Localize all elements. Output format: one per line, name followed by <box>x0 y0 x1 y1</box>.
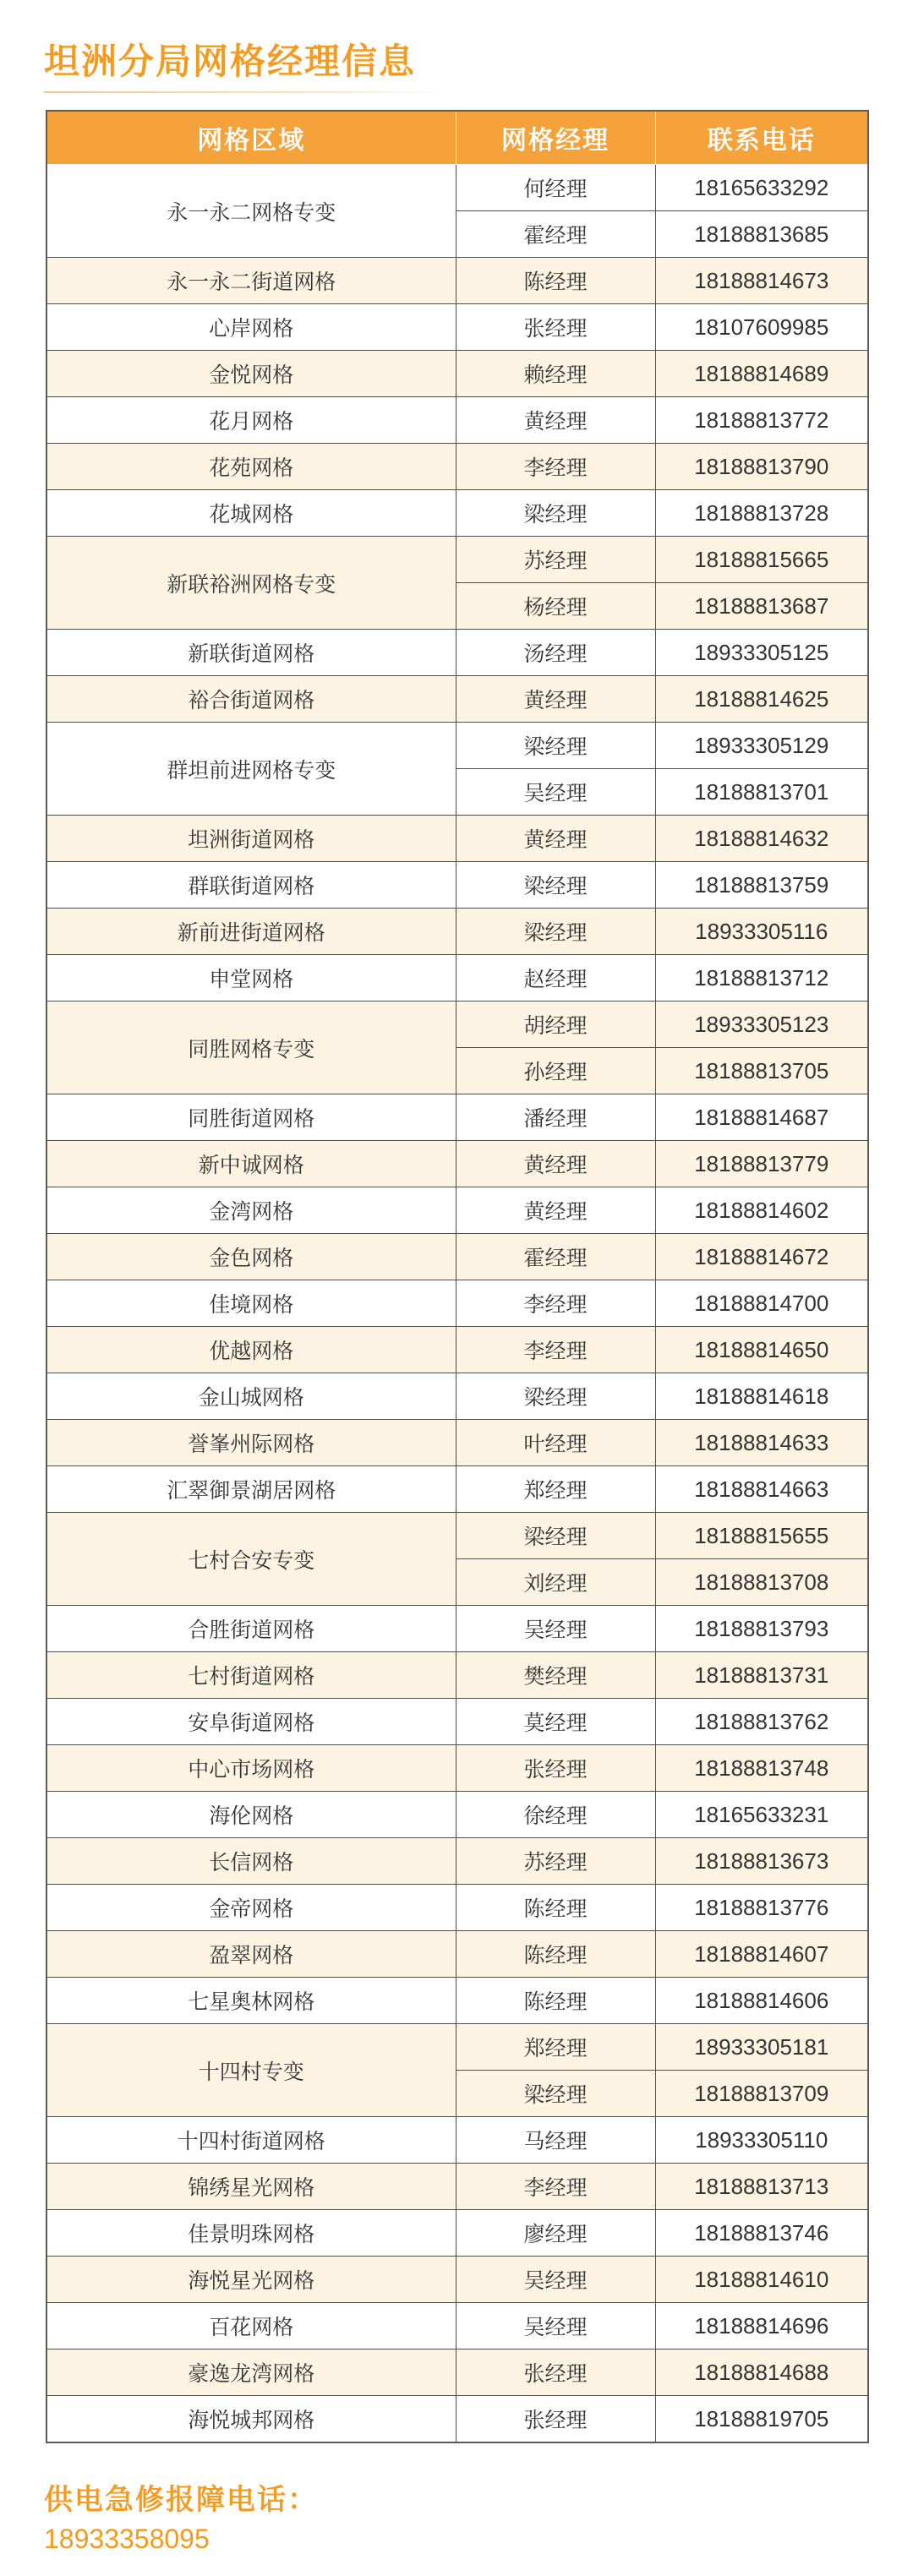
table-row <box>46 1931 868 1978</box>
cell-grid-area: 安阜街道网格 <box>46 1699 456 1745</box>
cell-phone: 18188814650 <box>655 1327 868 1373</box>
cell-manager: 郑经理 <box>456 1466 655 1513</box>
header-area: 网格区域 <box>46 111 456 165</box>
cell-manager: 黄经理 <box>456 676 655 723</box>
cell-phone: 18188819705 <box>655 2396 868 2443</box>
cell-phone: 18188813776 <box>655 1885 868 1931</box>
cell-phone: 18188813759 <box>655 862 868 909</box>
cell-manager: 郑经理 <box>456 2024 655 2071</box>
cell-manager: 吴经理 <box>456 2303 655 2350</box>
table-row <box>46 1885 868 1931</box>
table-row <box>46 676 868 723</box>
cell-phone: 18165633231 <box>655 1792 868 1838</box>
cell-phone: 18188813728 <box>655 490 868 537</box>
cell-phone: 18188813701 <box>655 769 868 816</box>
table-row <box>46 444 868 490</box>
cell-phone: 18188813685 <box>655 211 868 258</box>
table-row <box>46 816 868 862</box>
cell-manager: 黄经理 <box>456 397 655 444</box>
repair-hotline-number: 18933358095 <box>44 2524 210 2554</box>
cell-phone: 18188813790 <box>655 444 868 490</box>
cell-phone: 18188815665 <box>655 537 868 583</box>
cell-manager: 徐经理 <box>456 1792 655 1838</box>
cell-grid-area: 长信网格 <box>46 1838 456 1885</box>
cell-grid-area: 誉峯州际网格 <box>46 1420 456 1466</box>
table-row <box>46 165 868 211</box>
cell-manager: 李经理 <box>456 2164 655 2210</box>
cell-grid-area: 海伦网格 <box>46 1792 456 1838</box>
table-row <box>46 1373 868 1420</box>
cell-manager: 孙经理 <box>456 1048 655 1094</box>
cell-grid-area: 金山城网格 <box>46 1373 456 1420</box>
title-underline <box>44 91 446 93</box>
cell-grid-area: 群坦前进网格专变 <box>46 723 456 816</box>
cell-phone: 18933305110 <box>655 2117 868 2164</box>
cell-grid-area: 十四村专变 <box>46 2024 456 2117</box>
cell-manager: 梁经理 <box>456 490 655 537</box>
table-row <box>46 2024 868 2071</box>
cell-phone: 18933305125 <box>655 630 868 676</box>
cell-phone: 18188814602 <box>655 1187 868 1234</box>
header-manager: 网格经理 <box>456 111 655 165</box>
table-row <box>46 490 868 537</box>
table-row <box>46 397 868 444</box>
cell-phone: 18188813712 <box>655 955 868 1001</box>
table-row <box>46 1141 868 1187</box>
cell-manager: 张经理 <box>456 2350 655 2396</box>
table-row <box>46 1001 868 1048</box>
cell-phone: 18188814700 <box>655 1280 868 1327</box>
cell-manager: 张经理 <box>456 1745 655 1792</box>
cell-grid-area: 新联街道网格 <box>46 630 456 676</box>
cell-manager: 张经理 <box>456 304 655 351</box>
cell-manager: 陈经理 <box>456 1931 655 1978</box>
cell-manager: 何经理 <box>456 165 655 211</box>
cell-manager: 苏经理 <box>456 537 655 583</box>
cell-manager: 吴经理 <box>456 1606 655 1652</box>
table-header-row <box>46 111 868 165</box>
cell-grid-area: 花苑网格 <box>46 444 456 490</box>
table-row <box>46 351 868 397</box>
cell-grid-area: 汇翠御景湖居网格 <box>46 1466 456 1513</box>
table-row <box>46 1234 868 1280</box>
cell-phone: 18188813705 <box>655 1048 868 1094</box>
table-row <box>46 1327 868 1373</box>
table-row <box>46 1466 868 1513</box>
cell-manager: 陈经理 <box>456 1978 655 2024</box>
cell-grid-area: 永一永二街道网格 <box>46 258 456 304</box>
table-row <box>46 862 868 909</box>
table-row <box>46 2210 868 2257</box>
cell-grid-area: 十四村街道网格 <box>46 2117 456 2164</box>
page-title: 坦洲分局网格经理信息 <box>44 41 417 82</box>
cell-grid-area: 百花网格 <box>46 2303 456 2350</box>
cell-manager: 潘经理 <box>456 1094 655 1141</box>
table-row <box>46 1094 868 1141</box>
header-phone: 联系电话 <box>655 111 868 165</box>
cell-grid-area: 新前进街道网格 <box>46 909 456 955</box>
cell-grid-area: 合胜街道网格 <box>46 1606 456 1652</box>
cell-phone: 18188814673 <box>655 258 868 304</box>
table-row <box>46 304 868 351</box>
table-row <box>46 723 868 769</box>
cell-phone: 18188814625 <box>655 676 868 723</box>
cell-grid-area: 坦洲街道网格 <box>46 816 456 862</box>
cell-grid-area: 裕合街道网格 <box>46 676 456 723</box>
cell-manager: 黄经理 <box>456 1141 655 1187</box>
cell-phone: 18188813687 <box>655 583 868 630</box>
cell-phone: 18188814663 <box>655 1466 868 1513</box>
cell-grid-area: 金色网格 <box>46 1234 456 1280</box>
table-row <box>46 2350 868 2396</box>
cell-grid-area: 花月网格 <box>46 397 456 444</box>
cell-phone: 18188813709 <box>655 2071 868 2117</box>
cell-grid-area: 佳境网格 <box>46 1280 456 1327</box>
cell-phone: 18188814618 <box>655 1373 868 1420</box>
cell-grid-area: 优越网格 <box>46 1327 456 1373</box>
cell-grid-area: 申堂网格 <box>46 955 456 1001</box>
cell-grid-area: 新中诚网格 <box>46 1141 456 1187</box>
table-row <box>46 1838 868 1885</box>
cell-phone: 18188814672 <box>655 1234 868 1280</box>
table-row <box>46 955 868 1001</box>
table-row <box>46 1699 868 1745</box>
cell-phone: 18188813772 <box>655 397 868 444</box>
cell-manager: 黄经理 <box>456 816 655 862</box>
cell-grid-area: 金悦网格 <box>46 351 456 397</box>
cell-phone: 18188813708 <box>655 1559 868 1606</box>
cell-phone: 18188813762 <box>655 1699 868 1745</box>
table-row <box>46 1978 868 2024</box>
table-row <box>46 2117 868 2164</box>
cell-manager: 刘经理 <box>456 1559 655 1606</box>
cell-phone: 18933305129 <box>655 723 868 769</box>
cell-phone: 18188814607 <box>655 1931 868 1978</box>
cell-manager: 张经理 <box>456 2396 655 2443</box>
cell-manager: 梁经理 <box>456 2071 655 2117</box>
table-row <box>46 2257 868 2303</box>
cell-manager: 樊经理 <box>456 1652 655 1699</box>
cell-phone: 18188813731 <box>655 1652 868 1699</box>
cell-manager: 梁经理 <box>456 723 655 769</box>
table-row <box>46 1792 868 1838</box>
table-row <box>46 1606 868 1652</box>
table-row <box>46 2303 868 2350</box>
table-body <box>46 165 868 2443</box>
cell-manager: 梁经理 <box>456 1373 655 1420</box>
cell-grid-area: 七村合安专变 <box>46 1513 456 1606</box>
cell-phone: 18188814689 <box>655 351 868 397</box>
cell-phone: 18188814632 <box>655 816 868 862</box>
cell-manager: 陈经理 <box>456 1885 655 1931</box>
cell-manager: 马经理 <box>456 2117 655 2164</box>
cell-grid-area: 海悦星光网格 <box>46 2257 456 2303</box>
cell-phone: 18188813673 <box>655 1838 868 1885</box>
cell-phone: 18188813779 <box>655 1141 868 1187</box>
cell-grid-area: 花城网格 <box>46 490 456 537</box>
table-row <box>46 1187 868 1234</box>
cell-phone: 18107609985 <box>655 304 868 351</box>
table-row <box>46 909 868 955</box>
cell-phone: 18933305181 <box>655 2024 868 2071</box>
cell-phone: 18188813793 <box>655 1606 868 1652</box>
cell-manager: 李经理 <box>456 1327 655 1373</box>
cell-manager: 赖经理 <box>456 351 655 397</box>
cell-grid-area: 新联裕洲网格专变 <box>46 537 456 630</box>
repair-hotline-label: 供电急修报障电话： <box>44 2483 318 2517</box>
cell-grid-area: 同胜街道网格 <box>46 1094 456 1141</box>
cell-manager: 汤经理 <box>456 630 655 676</box>
table-row <box>46 1280 868 1327</box>
cell-manager: 李经理 <box>456 444 655 490</box>
cell-phone: 18188814696 <box>655 2303 868 2350</box>
cell-grid-area: 盈翠网格 <box>46 1931 456 1978</box>
cell-manager: 梁经理 <box>456 909 655 955</box>
cell-phone: 18933305123 <box>655 1001 868 1048</box>
cell-manager: 黄经理 <box>456 1187 655 1234</box>
cell-phone: 18188813746 <box>655 2210 868 2257</box>
cell-manager: 吴经理 <box>456 2257 655 2303</box>
cell-phone: 18188814688 <box>655 2350 868 2396</box>
cell-phone: 18188814610 <box>655 2257 868 2303</box>
cell-phone: 18188814633 <box>655 1420 868 1466</box>
cell-phone: 18165633292 <box>655 165 868 211</box>
cell-grid-area: 同胜网格专变 <box>46 1001 456 1094</box>
cell-grid-area: 金帝网格 <box>46 1885 456 1931</box>
cell-manager: 杨经理 <box>456 583 655 630</box>
cell-manager: 陈经理 <box>456 258 655 304</box>
cell-phone: 18188813713 <box>655 2164 868 2210</box>
cell-manager: 吴经理 <box>456 769 655 816</box>
grid-manager-table <box>46 110 869 2443</box>
cell-grid-area: 群联街道网格 <box>46 862 456 909</box>
table-row <box>46 1745 868 1792</box>
cell-grid-area: 永一永二网格专变 <box>46 165 456 258</box>
cell-grid-area: 金湾网格 <box>46 1187 456 1234</box>
cell-grid-area: 心岸网格 <box>46 304 456 351</box>
cell-manager: 霍经理 <box>456 1234 655 1280</box>
cell-grid-area: 佳景明珠网格 <box>46 2210 456 2257</box>
table-row <box>46 630 868 676</box>
cell-grid-area: 锦绣星光网格 <box>46 2164 456 2210</box>
cell-grid-area: 海悦城邦网格 <box>46 2396 456 2443</box>
table-row <box>46 2396 868 2443</box>
cell-grid-area: 豪逸龙湾网格 <box>46 2350 456 2396</box>
table-row <box>46 2164 868 2210</box>
table-row <box>46 1420 868 1466</box>
cell-phone: 18188814687 <box>655 1094 868 1141</box>
cell-phone: 18188813748 <box>655 1745 868 1792</box>
cell-manager: 赵经理 <box>456 955 655 1001</box>
cell-manager: 胡经理 <box>456 1001 655 1048</box>
cell-manager: 李经理 <box>456 1280 655 1327</box>
cell-manager: 梁经理 <box>456 862 655 909</box>
table-row <box>46 258 868 304</box>
cell-grid-area: 七村街道网格 <box>46 1652 456 1699</box>
cell-phone: 18188815655 <box>655 1513 868 1559</box>
cell-manager: 莫经理 <box>456 1699 655 1745</box>
table-row <box>46 1652 868 1699</box>
cell-manager: 苏经理 <box>456 1838 655 1885</box>
cell-manager: 廖经理 <box>456 2210 655 2257</box>
cell-phone: 18933305116 <box>655 909 868 955</box>
cell-grid-area: 七星奥林网格 <box>46 1978 456 2024</box>
table-row <box>46 537 868 583</box>
table-row <box>46 1513 868 1559</box>
cell-manager: 梁经理 <box>456 1513 655 1559</box>
cell-manager: 叶经理 <box>456 1420 655 1466</box>
cell-phone: 18188814606 <box>655 1978 868 2024</box>
cell-grid-area: 中心市场网格 <box>46 1745 456 1792</box>
cell-manager: 霍经理 <box>456 211 655 258</box>
